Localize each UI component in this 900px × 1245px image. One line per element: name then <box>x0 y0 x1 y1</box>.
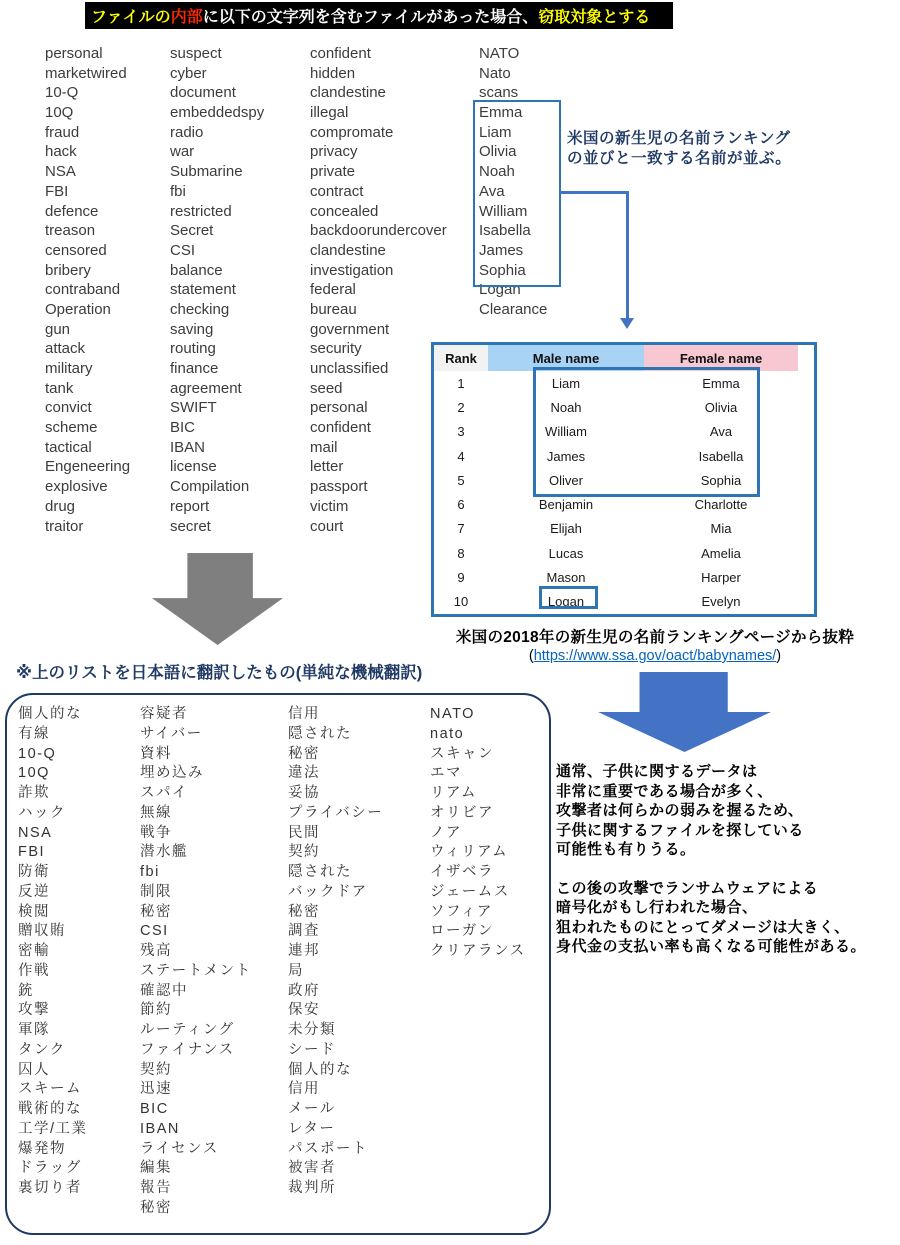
japanese-word-item: 作戦 <box>18 962 50 979</box>
keyword-item: Isabella <box>479 222 531 240</box>
japanese-word-item: 秘密 <box>288 745 320 762</box>
commentary-line: 非常に重要である場合が多く、 <box>556 782 773 800</box>
keyword-item: 10-Q <box>45 84 79 102</box>
japanese-word-item: FBI <box>18 844 46 861</box>
keyword-item: clandestine <box>310 241 386 259</box>
japanese-column-4 <box>430 705 526 962</box>
keyword-item: routing <box>170 340 216 358</box>
keyword-item: statement <box>170 281 236 299</box>
female-name-cell: Sophia <box>700 472 742 488</box>
japanese-word-item: 未分類 <box>288 1022 336 1038</box>
japanese-word-item: fbi <box>140 864 160 880</box>
commentary-paragraph-2 <box>556 879 900 957</box>
names-annotation-line1: 米国の新生児の名前ランキング <box>567 130 791 147</box>
keyword-item: Sophia <box>479 261 526 279</box>
keyword-item: cyber <box>170 64 207 82</box>
japanese-word-item: 個人的な <box>18 706 82 722</box>
keyword-item: court <box>310 517 344 535</box>
japanese-word-item: ウィリアム <box>430 844 509 861</box>
japanese-word-item: 有線 <box>18 725 50 742</box>
japanese-column-3 <box>288 705 383 1199</box>
rank-cell: 6 <box>457 497 465 513</box>
top5-highlight-box <box>533 367 760 497</box>
keyword-item: embeddedspy <box>170 104 265 122</box>
male-name-column-header: Male name <box>488 345 644 371</box>
keyword-item: contraband <box>45 281 121 299</box>
keyword-item: confident <box>310 45 371 62</box>
keyword-item: Emma <box>479 104 523 122</box>
japanese-word-item: オリビア <box>430 804 494 821</box>
japanese-word-item: 信用 <box>288 1081 320 1098</box>
commentary-text <box>556 762 900 957</box>
keyword-item: private <box>310 163 356 181</box>
keyword-item: gun <box>45 320 71 338</box>
female-name-cell: Mia <box>710 521 732 537</box>
keyword-item: Clearance <box>479 300 548 318</box>
keyword-item: NSA <box>45 163 76 181</box>
keyword-item: BIC <box>170 419 196 437</box>
japanese-word-item: 工学/工業 <box>18 1120 88 1137</box>
japanese-word-item: リアム <box>430 785 477 801</box>
japanese-word-item: ルーティング <box>140 1022 235 1038</box>
table-row <box>434 565 814 589</box>
keyword-item: passport <box>310 478 368 496</box>
keyword-item: bribery <box>45 261 91 279</box>
male-name-cell: Liam <box>551 375 581 391</box>
japanese-word-item: 戦争 <box>140 824 172 841</box>
keyword-item: personal <box>310 399 368 417</box>
keyword-item: concealed <box>310 202 379 220</box>
japanese-word-item: 信用 <box>288 706 320 722</box>
male-name-cell: Noah <box>550 399 582 415</box>
keyword-item: Nato <box>479 64 511 82</box>
keyword-item: IBAN <box>170 438 206 456</box>
keyword-item: federal <box>310 281 356 299</box>
japanese-word-item: シード <box>288 1041 336 1058</box>
keyword-item: government <box>310 320 390 338</box>
commentary-line: 子供に関するファイルを探している <box>556 821 804 839</box>
rank-cell: 10 <box>453 594 469 610</box>
japanese-word-item: 攻撃 <box>18 1002 50 1019</box>
keyword-item: seed <box>310 379 343 397</box>
keyword-item: compromate <box>310 123 394 141</box>
keyword-item: hack <box>45 143 77 161</box>
commentary-paragraph-1 <box>556 762 900 860</box>
keyword-item: 10Q <box>45 104 74 122</box>
japanese-word-item: 編集 <box>140 1160 172 1177</box>
keyword-item: Compilation <box>170 478 250 496</box>
keyword-item: censored <box>45 241 107 259</box>
japanese-word-item: BIC <box>140 1101 169 1117</box>
commentary-line: 暗号化がもし行われた場合、 <box>556 899 758 916</box>
japanese-word-item: 銃 <box>18 982 34 999</box>
japanese-word-item: 連邦 <box>288 943 320 959</box>
keyword-item: CSI <box>170 241 196 259</box>
gray-down-arrow-icon <box>152 553 283 645</box>
japanese-word-item: ローガン <box>430 923 494 940</box>
japanese-word-item: 妥協 <box>288 785 320 801</box>
keyword-item: tank <box>45 379 74 397</box>
japanese-word-item: 爆発物 <box>18 1140 66 1157</box>
japanese-word-item: 隠された <box>288 725 352 742</box>
keyword-item: Logan <box>479 281 521 299</box>
japanese-word-item: 残高 <box>140 943 172 959</box>
commentary-line: 身代金の支払い率も高くなる可能性がある。 <box>556 938 867 955</box>
connector-line-vertical <box>626 191 629 319</box>
baby-names-highlight-box <box>473 100 561 287</box>
japanese-word-item: 秘密 <box>140 1199 172 1216</box>
keyword-item: FBI <box>45 182 69 200</box>
header-filler <box>798 345 814 371</box>
commentary-line: この後の攻撃でランサムウェアによる <box>556 879 819 897</box>
japanese-word-item: NSA <box>18 824 53 841</box>
paren-close: ) <box>776 648 782 664</box>
commentary-line: 攻撃者は何らかの弱みを握るため、 <box>556 802 804 819</box>
keyword-item: secret <box>170 517 211 535</box>
keyword-item: hidden <box>310 64 356 82</box>
japanese-column-2 <box>140 705 252 1219</box>
japanese-word-item: クリアランス <box>430 943 526 959</box>
female-name-cell: Evelyn <box>701 594 741 610</box>
male-name-cell: Elijah <box>550 521 582 537</box>
table-caption <box>420 625 890 664</box>
japanese-word-item: ジェームス <box>430 883 510 900</box>
japanese-word-item: 政府 <box>288 982 320 999</box>
japanese-word-item: 契約 <box>140 1061 172 1078</box>
keyword-item: war <box>170 143 195 161</box>
japanese-word-item: イザベラ <box>430 864 494 880</box>
japanese-word-item: 贈収賄 <box>18 923 66 940</box>
keyword-item: treason <box>45 222 96 240</box>
commentary-line: 可能性も有りうる。 <box>556 841 696 858</box>
keyword-item: mail <box>310 438 338 456</box>
keyword-item: finance <box>170 360 219 377</box>
japanese-word-item: 調査 <box>288 923 320 940</box>
japanese-word-item: 個人的な <box>288 1061 352 1078</box>
japanese-word-item: パスポート <box>288 1140 368 1157</box>
caption-url-line <box>420 648 890 664</box>
japanese-column-1 <box>18 705 88 1199</box>
keyword-item: backdoorundercover <box>310 222 447 240</box>
keyword-item: victim <box>310 497 349 515</box>
japanese-word-item: 違法 <box>288 765 320 782</box>
keyword-item: Secret <box>170 222 214 240</box>
japanese-word-item: ファイナンス <box>140 1041 235 1058</box>
keyword-column-1 <box>45 44 130 536</box>
japanese-word-item: 10-Q <box>18 745 57 762</box>
keyword-item: tactical <box>45 438 92 456</box>
keyword-item: personal <box>45 45 103 62</box>
female-name-column-header: Female name <box>644 345 798 371</box>
keyword-item: NATO <box>479 45 520 62</box>
keyword-item: marketwired <box>45 64 127 82</box>
keyword-column-3 <box>310 44 447 536</box>
female-name-cell: Olivia <box>704 399 738 415</box>
japanese-word-item: スパイ <box>140 785 188 801</box>
keyword-item: drug <box>45 497 76 515</box>
paren-open: ( <box>528 648 534 664</box>
rank-cell: 3 <box>457 424 465 440</box>
keyword-item: William <box>479 202 528 220</box>
japanese-word-item: 容疑者 <box>140 706 188 722</box>
blue-down-arrow-icon <box>598 672 771 752</box>
keyword-item: license <box>170 458 217 476</box>
japanese-word-item: タンク <box>18 1041 66 1058</box>
japanese-word-item: 軍隊 <box>18 1022 50 1038</box>
keyword-item: confident <box>310 419 371 437</box>
keyword-item: Liam <box>479 123 512 141</box>
japanese-word-item: 節約 <box>140 1002 172 1019</box>
rank-cell: 7 <box>457 521 465 537</box>
keyword-item: document <box>170 84 236 102</box>
keyword-item: restricted <box>170 202 232 220</box>
keyword-item: security <box>310 340 362 358</box>
table-row <box>434 517 814 541</box>
male-name-cell: William <box>545 424 587 440</box>
keyword-item: radio <box>170 123 204 141</box>
japanese-word-item: 隠された <box>288 864 352 880</box>
japanese-word-item: 契約 <box>288 844 320 861</box>
female-name-cell: Emma <box>702 375 740 391</box>
commentary-line: 通常、子供に関するデータは <box>556 763 758 780</box>
table-row <box>434 541 814 565</box>
keyword-item: attack <box>45 340 86 358</box>
title-banner-segment: ファイルの <box>91 9 171 26</box>
japanese-word-item: ノア <box>430 824 462 841</box>
japanese-word-item: メール <box>288 1101 336 1117</box>
keyword-item: suspect <box>170 45 222 62</box>
keyword-item: Olivia <box>479 143 517 161</box>
keyword-item: scheme <box>45 419 98 437</box>
title-banner-segment: に以下の文字列を含むファイルがあった場合、 <box>202 9 539 26</box>
japanese-word-item: 裏切り者 <box>18 1180 82 1196</box>
japanese-word-item: 局 <box>288 962 304 979</box>
keyword-item: convict <box>45 399 92 417</box>
keyword-item: fbi <box>170 182 186 200</box>
japanese-word-item: バックドア <box>288 883 368 900</box>
connector-arrowhead-icon <box>620 318 634 329</box>
japanese-word-item: ステートメント <box>140 962 252 979</box>
japanese-word-item: スキーム <box>18 1081 82 1098</box>
japanese-word-item: 10Q <box>18 765 50 782</box>
keyword-item: Submarine <box>170 163 243 181</box>
japanese-word-item: CSI <box>140 923 169 940</box>
rank-cell: 4 <box>457 448 465 464</box>
male-name-cell: Mason <box>546 570 586 586</box>
japanese-word-item: 埋め込み <box>140 765 204 782</box>
japanese-word-item: 密輸 <box>18 943 50 959</box>
keyword-item: clandestine <box>310 84 386 102</box>
male-name-cell: James <box>546 448 586 464</box>
japanese-word-item: 裁判所 <box>288 1180 336 1196</box>
keyword-item: James <box>479 241 524 259</box>
japanese-word-item: ハック <box>18 804 66 821</box>
keyword-item: scans <box>479 84 519 102</box>
keyword-item: privacy <box>310 143 358 161</box>
japanese-word-item: 反逆 <box>18 883 50 900</box>
japanese-word-item: 詐欺 <box>18 785 50 801</box>
japanese-word-item: ライセンス <box>140 1140 219 1157</box>
japanese-word-item: 制限 <box>140 883 172 900</box>
keyword-item: SWIFT <box>170 399 217 417</box>
female-name-cell: Amelia <box>701 545 741 561</box>
logan-highlight-box <box>539 586 598 609</box>
rank-cell: 5 <box>457 472 465 488</box>
keyword-item: report <box>170 497 210 515</box>
female-name-cell: Isabella <box>698 448 744 464</box>
keyword-item: saving <box>170 320 214 338</box>
source-link[interactable]: https://www.ssa.gov/oact/babynames/ <box>533 648 777 664</box>
keyword-item: contract <box>310 182 364 200</box>
keyword-item: agreement <box>170 379 242 397</box>
male-name-cell: Benjamin <box>538 497 594 513</box>
keyword-item: explosive <box>45 478 108 496</box>
rank-column-header: Rank <box>434 345 488 371</box>
keyword-item: fraud <box>45 123 80 141</box>
japanese-word-item: 確認中 <box>140 982 188 999</box>
keyword-item: bureau <box>310 300 357 318</box>
japanese-word-item: ドラッグ <box>18 1160 82 1177</box>
rank-cell: 9 <box>457 570 465 586</box>
japanese-word-item: 秘密 <box>288 903 320 920</box>
female-name-cell: Charlotte <box>694 497 748 513</box>
keyword-item: investigation <box>310 261 394 279</box>
keyword-item: illegal <box>310 104 349 122</box>
male-name-cell: Logan <box>547 594 585 610</box>
table-row <box>434 590 814 614</box>
japanese-word-item: スキャン <box>430 745 494 762</box>
japanese-word-item: 報告 <box>140 1180 172 1196</box>
names-annotation <box>567 129 791 168</box>
japanese-list-heading: ※上のリストを日本語に翻訳したもの(単純な機械翻訳) <box>16 664 423 682</box>
rank-cell: 8 <box>457 545 465 561</box>
female-name-cell: Harper <box>701 570 741 586</box>
names-annotation-line2: の並びと一致する名前が並ぶ。 <box>567 149 792 167</box>
japanese-word-item: サイバー <box>140 725 203 742</box>
keyword-item: unclassified <box>310 360 389 377</box>
japanese-word-item: ソフィア <box>430 903 493 920</box>
japanese-word-item: 迅速 <box>140 1081 172 1098</box>
male-name-cell: Oliver <box>549 472 583 488</box>
title-banner-segment: 内部 <box>170 9 203 26</box>
keyword-item: checking <box>170 300 230 318</box>
japanese-word-item: IBAN <box>140 1120 180 1137</box>
keyword-item: military <box>45 360 93 377</box>
japanese-word-item: プライバシー <box>288 804 384 821</box>
japanese-word-item: NATO <box>430 706 475 722</box>
keyword-column-2 <box>170 44 264 536</box>
commentary-line: 狙われたものにとってダメージは大きく、 <box>556 918 850 936</box>
keyword-item: Ava <box>479 182 505 200</box>
japanese-word-item: 保安 <box>288 1002 320 1019</box>
japanese-word-item: 秘密 <box>140 903 172 920</box>
keyword-item: letter <box>310 458 344 476</box>
title-banner <box>85 2 673 29</box>
japanese-word-item: 検閲 <box>18 903 50 920</box>
keyword-item: Engeneering <box>45 458 131 476</box>
japanese-word-item: 民間 <box>288 824 320 841</box>
japanese-word-item: 無線 <box>140 804 172 821</box>
japanese-word-item: 防衛 <box>18 864 50 880</box>
japanese-word-item: nato <box>430 725 465 742</box>
caption-title: 米国の2018年の新生児の名前ランキングページから抜粋 <box>455 629 855 646</box>
keyword-item: Noah <box>479 163 515 181</box>
keyword-item: traitor <box>45 517 84 535</box>
japanese-word-item: 被害者 <box>288 1160 336 1177</box>
female-name-cell: Ava <box>709 424 733 440</box>
keyword-item: balance <box>170 261 223 279</box>
japanese-word-item: レター <box>288 1120 336 1137</box>
rank-cell: 1 <box>457 375 465 391</box>
connector-line-horizontal <box>559 191 628 194</box>
japanese-word-item: 囚人 <box>18 1061 50 1078</box>
title-banner-segment: 窃取対象とする <box>538 9 651 26</box>
keyword-item: Operation <box>45 300 111 318</box>
japanese-word-item: 資料 <box>140 745 172 762</box>
japanese-word-item: 潜水艦 <box>140 844 188 861</box>
japanese-word-item: エマ <box>430 765 462 782</box>
keyword-item: defence <box>45 202 99 220</box>
rank-cell: 2 <box>457 399 465 415</box>
male-name-cell: Lucas <box>548 545 584 561</box>
japanese-word-item: 戦術的な <box>18 1101 82 1117</box>
